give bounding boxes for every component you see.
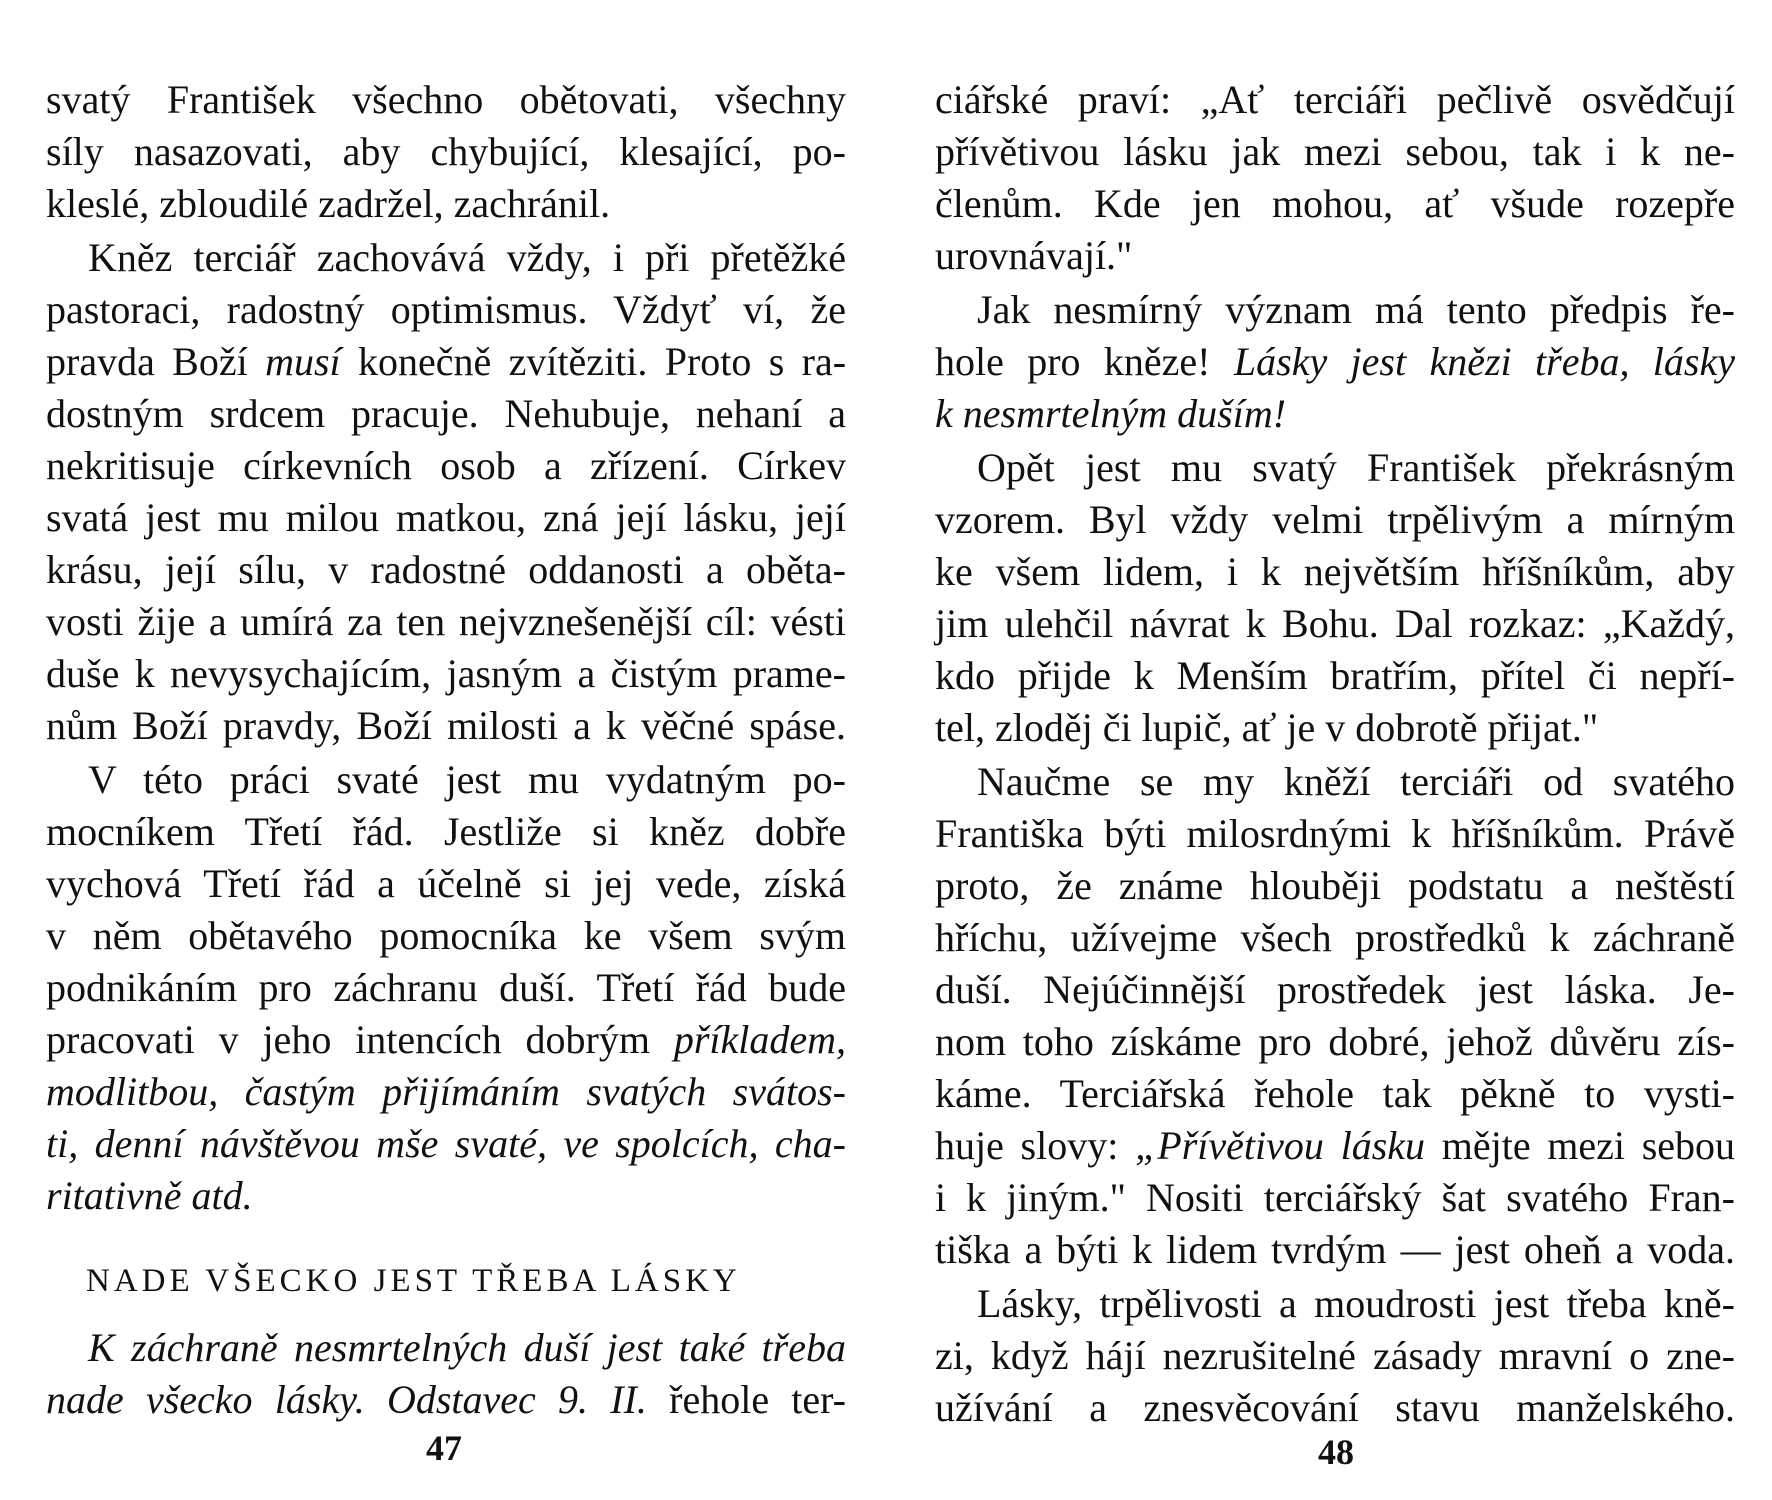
text-line: členům. Kde jen mohou, ať všude rozepře <box>935 181 1735 226</box>
text-line: dostným srdcem pracuje. Nehubuje, nehaní a <box>46 391 846 436</box>
text-line: duší. Nejúčinnější prostředek jest láska. Je- <box>935 967 1735 1012</box>
text-line: ti, denní návštěvou mše svaté, ve spolcích, cha- <box>46 1121 846 1166</box>
text-line: podnikáním pro záchranu duší. Třetí řád bude <box>46 965 846 1010</box>
text-line: pastoraci, radostný optimismus. Vždyť ví, že <box>46 287 846 332</box>
text-line <box>935 1122 1735 1170</box>
text-line: vychová Třetí řád a účelně si jej vede, získá <box>46 861 846 906</box>
text-line <box>46 338 846 386</box>
text-fragment: řehole ter- <box>669 1377 846 1422</box>
section-heading: NADE VŠECKO JEST TŘEBA LÁSKY <box>86 1263 741 1299</box>
text-line: k nesmrtelným duším! <box>935 391 1287 436</box>
text-line: V této práci svaté jest mu vydatným po- <box>88 757 846 802</box>
text-line: tiška a býti k lidem tvrdým — jest oheň a voda. <box>935 1227 1735 1272</box>
text-line: v něm obětavého pomocníka ke všem svým <box>46 913 846 958</box>
text-line: Lásky, trpělivosti a moudrosti jest třeba kně- <box>977 1281 1735 1326</box>
text-line: krásu, její sílu, v radostné oddanosti a oběta- <box>46 547 846 592</box>
text-line: mocníkem Třetí řád. Jestliže si kněz dobře <box>46 809 846 854</box>
text-line: Jak nesmírný význam má tento předpis ře- <box>977 287 1735 332</box>
text-line: přívětivou lásku jak mezi sebou, tak i k ne- <box>935 129 1735 174</box>
text-line: proto, že známe hlouběji podstatu a neštěstí <box>935 863 1735 908</box>
text-line: nům Boží pravdy, Boží milosti a k věčné spáse. <box>46 703 846 748</box>
text-line: urovnávají." <box>935 233 1133 278</box>
text-line: Opět jest mu svatý František překrásným <box>977 445 1735 490</box>
text-fragment: pracovati v jeho intencích dobrým <box>46 1017 650 1062</box>
text-fragment: mějte mezi sebou <box>1441 1123 1736 1168</box>
text-line: Františka býti milosrdnými k hříšníkům. Právě <box>935 811 1735 856</box>
text-fragment: konečně zvítěziti. Proto s ra- <box>357 339 847 384</box>
emphasized-text: „Přívětivou lásku <box>1135 1123 1426 1168</box>
emphasized-text: musí <box>265 339 341 384</box>
text-line: tel, zloděj či lupič, ať je v dobrotě přijat." <box>935 705 1599 750</box>
text-line <box>46 1016 846 1064</box>
text-line: K záchraně nesmrtelných duší jest také třeba <box>88 1325 846 1370</box>
text-line <box>935 338 1735 386</box>
text-fragment: hole pro kněze! <box>935 339 1211 384</box>
left-page <box>46 76 847 1422</box>
text-line: duše k nevysychajícím, jasným a čistým prame- <box>46 651 846 696</box>
text-line <box>46 1376 846 1424</box>
text-line: svatý František všechno obětovati, všechny <box>46 77 846 122</box>
page-number-right: 48 <box>1318 1432 1354 1472</box>
text-line: modlitbou, častým přijímáním svatých svátos- <box>46 1069 846 1114</box>
page-number-left: 47 <box>426 1428 462 1468</box>
emphasized-text: příkladem, <box>673 1017 847 1062</box>
text-line: ciářské praví: „Ať terciáři pečlivě osvědčují <box>935 77 1735 122</box>
text-fragment: pravda Boží <box>46 339 248 384</box>
text-line: užívání a znesvěcování stavu manželského. <box>935 1385 1735 1430</box>
text-line: vosti žije a umírá za ten nejvznešenější cíl: vésti <box>46 599 846 644</box>
text-line: ke všem lidem, i k největším hříšníkům, aby <box>935 549 1735 594</box>
text-line: kdo přijde k Menším bratřím, přítel či nepří- <box>935 653 1735 698</box>
text-line: svatá jest mu milou matkou, zná její lásku, její <box>46 495 846 540</box>
text-line: ritativně atd. <box>46 1173 253 1218</box>
text-line: vzorem. Byl vždy velmi trpělivým a mírným <box>935 497 1735 542</box>
text-line: Naučme se my kněží terciáři od svatého <box>977 759 1735 804</box>
text-line: síly nasazovati, aby chybující, klesající, po- <box>46 129 846 174</box>
text-line: hříchu, užívejme všech prostředků k záchraně <box>935 915 1735 960</box>
text-fragment: huje slovy: <box>935 1123 1119 1168</box>
text-line: Kněz terciář zachovává vždy, i při přetěžké <box>88 235 846 280</box>
text-line: nekritisuje církevních osob a zřízení. Církev <box>46 443 846 488</box>
right-page <box>935 76 1736 1430</box>
text-line: zi, když hájí nezrušitelné zásady mravní o zne- <box>935 1333 1735 1378</box>
text-line: nom toho získáme pro dobré, jehož důvěru zís- <box>935 1019 1735 1064</box>
text-line: káme. Terciářská řehole tak pěkně to vysti- <box>935 1071 1735 1116</box>
emphasized-text: Lásky jest knězi třeba, lásky <box>1233 339 1735 384</box>
text-line: kleslé, zbloudilé zadržel, zachránil. <box>46 181 611 226</box>
emphasized-text: nade všecko lásky. Odstavec 9. II. <box>46 1377 647 1422</box>
text-line: jim ulehčil návrat k Bohu. Dal rozkaz: „Každý, <box>935 601 1735 646</box>
text-line: i k jiným." Nositi terciářský šat svatého Fran- <box>935 1175 1735 1220</box>
